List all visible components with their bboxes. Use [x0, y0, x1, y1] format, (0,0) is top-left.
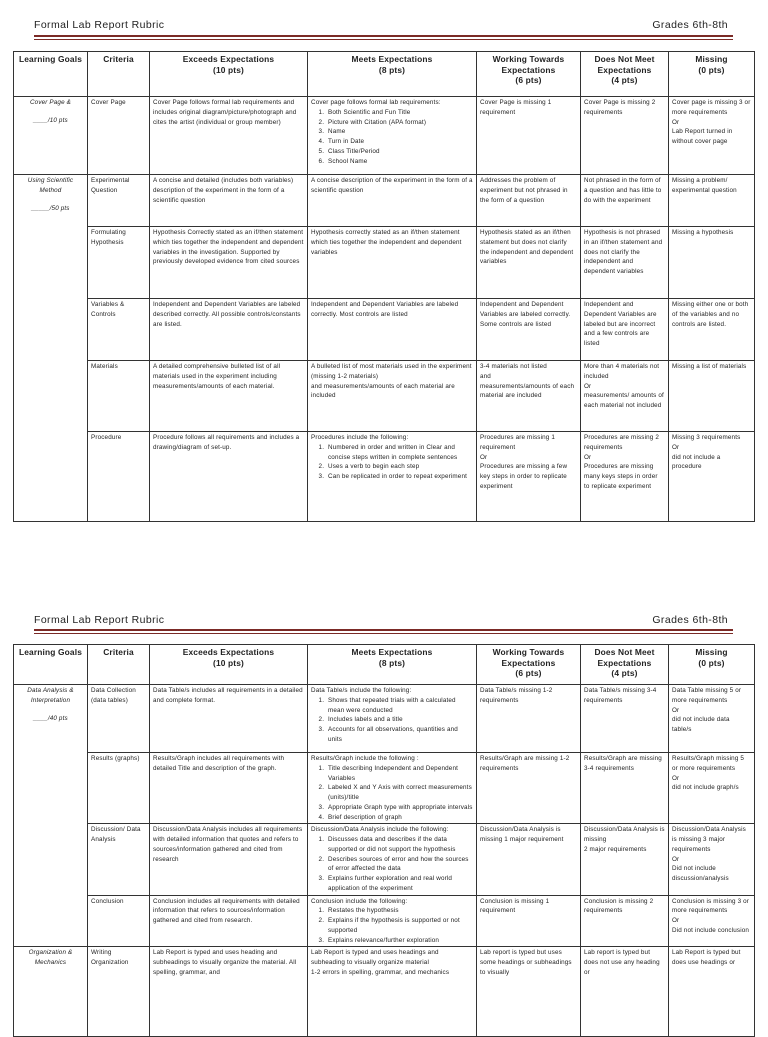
exceeds-cell [150, 947, 308, 1037]
criteria-cell: Data Collection (data tables) [88, 685, 150, 753]
rubric-title: Formal Lab Report Rubric [34, 19, 165, 31]
meets-cell [308, 97, 477, 175]
missing-cell [669, 227, 755, 299]
col-meets: Meets Expectations (8 pts) [308, 52, 477, 97]
meets-requirements-list [311, 696, 473, 745]
notmeet-cell [581, 175, 669, 227]
meets-requirements-list [311, 443, 473, 482]
requirement-item: 1. Discusses data and describes if the data supported or did not support the hypothesis [326, 835, 473, 855]
exceeds-cell [150, 97, 308, 175]
criteria-cell: Procedure [88, 432, 150, 522]
missing-text: Missing a problem/ experimental question [672, 177, 737, 194]
working-cell [477, 361, 581, 432]
col-exceeds: Exceeds Expectations (10 pts) [150, 645, 308, 685]
requirement-item: 2. Labeled X and Y Axis with correct measurements (units)/title [326, 783, 473, 803]
table-row [14, 947, 755, 1037]
exceeds-cell [150, 432, 308, 522]
working-text: Independent and Dependent Variables are labeled correctly. Some controls are listed [480, 301, 571, 328]
notmeet-text: Not phrased in the form of a question and has little to do with the experiment [584, 177, 662, 204]
missing-text: Data Table missing 5 or more requirements [672, 687, 742, 704]
col-criteria: Criteria [88, 645, 150, 685]
rubric-table-page2 [13, 644, 755, 1037]
requirement-item: 3. Can be replicated in order to repeat experiment [326, 472, 473, 482]
learning-goal-points: ____/40 pts [33, 714, 68, 722]
table-row [14, 685, 755, 753]
header-rule [34, 629, 733, 631]
exceeds-text: Independent and Dependent Variables are labeled described correctly. All possible controls/constants are listed. [153, 301, 301, 328]
working-cell [477, 753, 581, 824]
requirement-item: 4. Turn in Date [326, 137, 473, 147]
learning-goal-name: Cover Page & [29, 99, 71, 106]
criteria-cell: Writing Organization [88, 947, 150, 1037]
meets-cell [308, 361, 477, 432]
working-text: Or [480, 453, 488, 461]
notmeet-text: 2 major requirements [584, 845, 647, 853]
meets-text: Data Table/s include the following: [311, 687, 412, 694]
missing-text: Or [672, 706, 680, 714]
notmeet-cell [581, 299, 669, 361]
missing-text: did not include graph/s [672, 784, 739, 792]
missing-text: Results/Graph missing 5 or more requirements [672, 755, 745, 772]
working-text: Procedures are missing 1 requirement [480, 434, 555, 451]
requirement-item: 1. Shows that repeated trials with a calculated mean were conducted [326, 696, 473, 716]
missing-text: Conclusion is missing 3 or more requirements [672, 897, 750, 915]
exceeds-cell [150, 299, 308, 361]
exceeds-cell [150, 753, 308, 824]
requirement-item: 1. Title describing Independent and Dependent Variables [326, 764, 473, 784]
header-row [14, 52, 755, 97]
working-cell [477, 947, 581, 1037]
working-cell [477, 97, 581, 175]
exceeds-cell [150, 227, 308, 299]
working-cell [477, 685, 581, 753]
requirement-item: 5. Class Title/Period [326, 147, 473, 157]
requirement-item: 1. Restates the hypothesis [326, 906, 473, 916]
meets-cell [308, 227, 477, 299]
notmeet-text: Procedures are missing 2 requirements [584, 434, 659, 451]
missing-text: Lab Report turned in without cover page [672, 128, 733, 145]
meets-cell [308, 753, 477, 824]
working-text: 3-4 materials not listed [480, 363, 547, 370]
exceeds-text: Procedure follows all requirements and includes a drawing/diagram of set-up. [153, 434, 300, 451]
missing-text: Did not include conclusion [672, 926, 750, 934]
meets-text: Results/Graph include the following : [311, 755, 419, 762]
notmeet-text: Conclusion is missing 2 requirements [584, 897, 654, 915]
meets-text: Lab Report is typed and uses headings and subheading to visually organize material [311, 949, 439, 966]
meets-cell [308, 947, 477, 1037]
header-row [14, 645, 755, 685]
notmeet-cell [581, 361, 669, 432]
notmeet-cell [581, 895, 669, 947]
criteria-cell: Experimental Question [88, 175, 150, 227]
criteria-cell: Formulating Hypothesis [88, 227, 150, 299]
table-row [14, 753, 755, 824]
page2-header [34, 614, 728, 630]
notmeet-cell [581, 432, 669, 522]
col-missing: Missing (0 pts) [669, 645, 755, 685]
notmeet-cell [581, 824, 669, 895]
working-text: Data Table/s missing 1-2 requirements [480, 687, 553, 704]
notmeet-cell [581, 97, 669, 175]
exceeds-cell [150, 895, 308, 947]
meets-text: Conclusion include the following: [311, 897, 408, 905]
meets-text: Cover page follows formal lab requirements: [311, 99, 441, 106]
notmeet-text: Procedures are missing many keys steps in order to replicate experiment [584, 463, 658, 490]
notmeet-text: Or [584, 453, 592, 461]
requirement-item: 3. Explains relevance/further exploration [326, 936, 473, 946]
requirement-item: 3. Name [326, 127, 473, 137]
header-rule-thin [34, 39, 733, 40]
criteria-cell: Discussion/ Data Analysis [88, 824, 150, 895]
meets-requirements-list [311, 764, 473, 823]
meets-requirements-list [311, 906, 473, 945]
notmeet-text: Cover Page is missing 2 requirements [584, 99, 656, 116]
exceeds-cell [150, 824, 308, 895]
grades-label: Grades 6th-8th [652, 19, 728, 31]
exceeds-cell [150, 361, 308, 432]
missing-cell [669, 947, 755, 1037]
requirement-item: 3. Accounts for all observations, quantities and units [326, 725, 473, 745]
notmeet-text: Lab report is typed but does not use any heading or [584, 949, 660, 976]
missing-cell [669, 753, 755, 824]
criteria-cell: Conclusion [88, 895, 150, 947]
missing-cell [669, 824, 755, 895]
missing-text: Or [672, 917, 680, 924]
meets-cell [308, 175, 477, 227]
table-row [14, 175, 755, 227]
missing-cell [669, 432, 755, 522]
table-row [14, 895, 755, 947]
missing-text: Or [672, 774, 680, 782]
notmeet-cell [581, 753, 669, 824]
learning-goal-cell [14, 947, 88, 1037]
learning-goal-name: Using Scientific Method [27, 177, 74, 194]
table-row [14, 361, 755, 432]
working-cell [477, 824, 581, 895]
requirement-item: 1. Both Scientific and Fun Title [326, 108, 473, 118]
meets-cell [308, 824, 477, 895]
meets-cell [308, 895, 477, 947]
meets-text: A bulleted list of most materials used in the experiment [311, 363, 472, 370]
missing-text: Or [672, 118, 680, 126]
rubric-table-page1 [13, 51, 755, 522]
col-missing: Missing (0 pts) [669, 52, 755, 97]
requirement-item: 2. Includes labels and a title [326, 715, 473, 725]
requirement-item: 1. Numbered in order and written in Clear and concise steps written in complete sentences [326, 443, 473, 463]
working-text: Procedures are missing a few key steps in order to replicate experiment [480, 463, 568, 490]
exceeds-text: Cover Page follows formal lab requirements and includes original diagram/picture/photograph and cites the artist (individual or group member) [153, 99, 297, 126]
working-text: Cover Page is missing 1 requirement [480, 99, 552, 116]
table-row [14, 824, 755, 895]
criteria-cell: Cover Page [88, 97, 150, 175]
criteria-cell: Materials [88, 361, 150, 432]
missing-text: Missing a hypothesis [672, 229, 734, 236]
header-rule-thin [34, 633, 733, 634]
missing-text: Missing a list of materials [672, 363, 747, 370]
notmeet-text: Independent and Dependent Variables are labeled but are incorrect and a few controls are listed [584, 301, 657, 347]
rubric-title: Formal Lab Report Rubric [34, 614, 165, 626]
working-text: Addresses the problem of experiment but not phrased in the form of a question [480, 177, 568, 204]
exceeds-text: Hypothesis Correctly stated as an if/then statement which ties together the independent and dependent variables in the investigation. Supported by previously developed evidence from cited sources [153, 229, 304, 266]
working-text: Conclusion is missing 1 requirement [480, 897, 550, 915]
meets-text: (missing 1-2 materials) [311, 372, 379, 380]
missing-text: Lab Report is typed but does use headings or [672, 949, 741, 966]
col-not-meet: Does Not Meet Expectations (4 pts) [581, 52, 669, 97]
exceeds-cell [150, 685, 308, 753]
learning-goal-name: Organization & Mechanics [28, 949, 73, 966]
working-text: measurements/amounts of each material are included [480, 382, 575, 400]
notmeet-text: Data Table/s missing 3-4 requirements [584, 687, 657, 704]
working-text: Lab report is typed but uses some headings or subheadings to visually [480, 949, 572, 976]
meets-cell [308, 685, 477, 753]
missing-text: Or [672, 443, 680, 451]
table-row [14, 432, 755, 522]
exceeds-text: Lab Report is typed and uses heading and subheadings to visually organize the material. All spelling, grammar, and [153, 949, 297, 976]
working-cell [477, 299, 581, 361]
working-text: and [480, 372, 491, 380]
working-cell [477, 175, 581, 227]
col-not-meet: Does Not Meet Expectations (4 pts) [581, 645, 669, 685]
missing-text: Missing either one or both of the variables and no controls are listed. [672, 301, 749, 328]
missing-text: did not include a procedure [672, 453, 721, 471]
notmeet-text: Results/Graph are missing 3-4 requirements [584, 755, 662, 772]
notmeet-text: Discussion/Data Analysis is missing [584, 826, 665, 843]
grades-label: Grades 6th-8th [652, 614, 728, 626]
working-text: Results/Graph are missing 1-2 requirements [480, 755, 570, 772]
notmeet-cell [581, 685, 669, 753]
page1-header [34, 19, 728, 35]
meets-cell [308, 432, 477, 522]
requirement-item: 2. Describes sources of error and how the sources of error affected the data [326, 855, 473, 875]
notmeet-text: measurements/ amounts of each material not included [584, 392, 664, 409]
learning-goal-cell [14, 97, 88, 175]
exceeds-text: A concise and detailed (includes both variables) description of the experiment in the form of a scientific question [153, 177, 294, 204]
missing-cell [669, 685, 755, 753]
meets-cell [308, 299, 477, 361]
notmeet-cell [581, 947, 669, 1037]
working-cell [477, 432, 581, 522]
header-rule [34, 35, 733, 37]
learning-goal-cell [14, 685, 88, 947]
exceeds-text: Conclusion includes all requirements with detailed information that refers to sources/information gathered and cited from research. [153, 897, 300, 924]
col-criteria: Criteria [88, 52, 150, 97]
working-cell [477, 895, 581, 947]
meets-text: and measurements/amounts of each material are included [311, 382, 455, 400]
criteria-cell: Variables & Controls [88, 299, 150, 361]
table-row [14, 97, 755, 175]
working-text: Discussion/Data Analysis is missing 1 major requirement [480, 826, 564, 843]
col-working: Working Towards Expectations (6 pts) [477, 645, 581, 685]
col-exceeds: Exceeds Expectations (10 pts) [150, 52, 308, 97]
exceeds-text: Results/Graph includes all requirements with detailed Title and description of the graph. [153, 755, 285, 772]
missing-cell [669, 299, 755, 361]
table-row [14, 299, 755, 361]
notmeet-text: More than 4 materials not included [584, 363, 660, 380]
learning-goal-cell [14, 175, 88, 522]
notmeet-text: Hypothesis is not phrased in an if/then statement and does not clarify the independent and dependent variables [584, 229, 663, 275]
col-goals: Learning Goals [14, 645, 88, 685]
notmeet-text: Or [584, 382, 592, 390]
col-goals: Learning Goals [14, 52, 88, 97]
exceeds-text: Data Table/s includes all requirements in a detailed and complete format. [153, 687, 303, 704]
meets-text: 1-2 errors in spelling, grammar, and mechanics [311, 968, 450, 976]
exceeds-cell [150, 175, 308, 227]
requirement-item: 4. Brief description of graph [326, 813, 473, 823]
requirement-item: 2. Explains if the hypothesis is supported or not supported [326, 916, 473, 936]
missing-text: Cover page is missing 3 or more requirements [672, 99, 751, 116]
missing-text: Missing 3 requirements [672, 434, 741, 441]
meets-text: Independent and Dependent Variables are labeled correctly. Most controls are listed [311, 301, 459, 318]
working-cell [477, 227, 581, 299]
learning-goal-points: ____/10 pts [33, 116, 68, 124]
requirement-item: 6. School Name [326, 157, 473, 167]
working-text: Hypothesis stated as an if/then statement but does not clarify the independent and dependent variables [480, 229, 574, 266]
missing-text: Or [672, 855, 680, 863]
missing-cell [669, 895, 755, 947]
notmeet-cell [581, 227, 669, 299]
meets-requirements-list [311, 835, 473, 894]
table-row [14, 227, 755, 299]
criteria-cell: Results (graphs) [88, 753, 150, 824]
missing-cell [669, 361, 755, 432]
missing-cell [669, 97, 755, 175]
meets-text: Procedures include the following: [311, 434, 409, 441]
missing-text: Did not include discussion/analysis [672, 865, 729, 882]
exceeds-text: Discussion/Data Analysis includes all requirements with detailed information that quotes and refers to sources/information gathered and cited from research [153, 826, 303, 863]
requirement-item: 3. Appropriate Graph type with appropriate intervals [326, 803, 473, 813]
meets-requirements-list [311, 108, 473, 167]
meets-text: Discussion/Data Analysis include the following: [311, 826, 449, 834]
meets-text: Hypothesis correctly stated as an if/then statement which ties together the independent and dependent variables [311, 229, 462, 256]
missing-cell [669, 175, 755, 227]
learning-goal-points: _____/50 pts [31, 204, 70, 212]
requirement-item: 2. Picture with Citation (APA format) [326, 118, 473, 128]
col-working: Working Towards Expectations (6 pts) [477, 52, 581, 97]
requirement-item: 2. Uses a verb to begin each step [326, 462, 473, 472]
exceeds-text: A detailed comprehensive bulleted list of all materials used in the experiment including measurements/amounts of each material. [153, 363, 281, 390]
missing-text: Discussion/Data Analysis is missing 3 major requirements [672, 826, 746, 853]
col-meets: Meets Expectations (8 pts) [308, 645, 477, 685]
missing-text: did not include data table/s [672, 716, 730, 733]
meets-text: A concise description of the experiment in the form of a scientific question [311, 177, 473, 194]
requirement-item: 3. Explains further exploration and real world application of the experiment [326, 874, 473, 894]
learning-goal-name: Data Analysis & Interpretation [27, 687, 74, 704]
